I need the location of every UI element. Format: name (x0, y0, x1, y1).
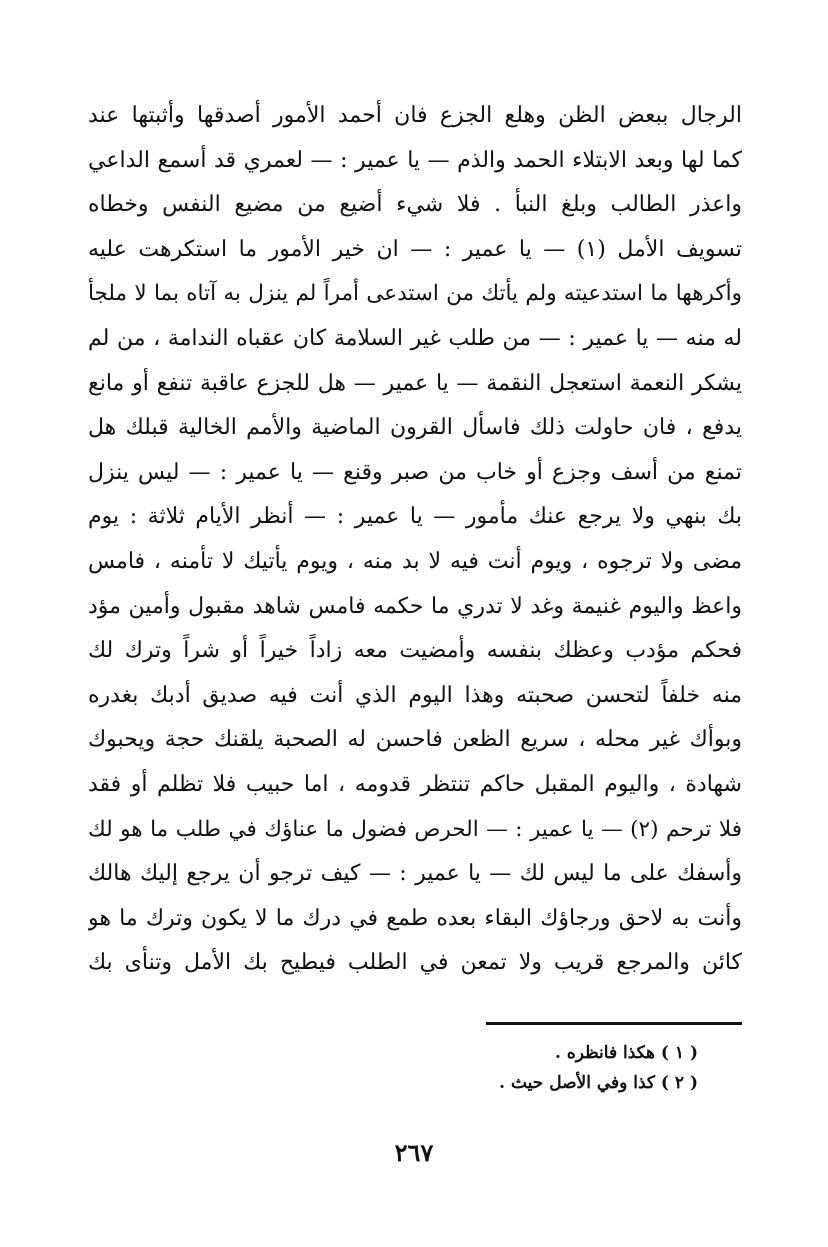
text-line: واعذر الطالب وبلغ النبأ . فلا شيء أضيع من مضيع النفس وخطاه (88, 192, 742, 218)
text-line: شهادة ، واليوم المقبل حاكم تنتظر قدومه ، اما حبيب فلا تظلم أو فقد (88, 771, 742, 797)
text-line: وبوأك غير محله ، سريع الظعن فاحسن له الصحبة يلقنك حجة ويحبوك (88, 727, 742, 753)
text-line: تمنع من أسف وجزع أو خاب من صبر وقنع — يا عمير : — ليس ينزل (88, 459, 742, 485)
text-line: فلا ترحم (٢) — يا عمير : — الحرص فضول ما عناؤك في طلب ما هو لك (88, 816, 742, 842)
text-line: يشكر النعمة استعجل النقمة — يا عمير — هل للجزع عاقبة تنفع أو مانع (88, 370, 742, 396)
text-line: تسويف الأمل (١) — يا عمير : — ان خير الأمور ما استكرهت عليه (88, 236, 742, 262)
footnote-1: ( ١ ) هكذا فانظره . (554, 1043, 698, 1063)
text-line: وأنت به لاحق ورجاؤك البقاء بعده طمع في درك ما لا يكون وترك ما هو (88, 905, 742, 931)
text-line: كما لها وبعد الابتلاء الحمد والذم — يا عمير : — لعمري قد أسمع الداعي (88, 147, 742, 173)
text-line: وأكرهها ما استدعيته ولم يأتك من استدعى أمراً لم ينزل به آتاه بما لا ملجأ (88, 281, 742, 307)
text-line: بك بنهي ولا يرجع عنك مأمور — يا عمير : — أنظر الأيام ثلاثة : يوم (88, 504, 742, 530)
text-line: الرجال ببعض الظن وهلع الجزع فان أحمد الأمور أصدقها وأثبتها عند (88, 103, 742, 128)
text-line: واعظ واليوم غنيمة وغد لا تدري ما حكمه فامس شاهد مقبول وأمين مؤد (88, 593, 742, 619)
text-line: له منه — يا عمير : — من طلب غير السلامة كان عقباه الندامة ، من لم (88, 325, 742, 351)
text-line: مضى ولا ترجوه ، ويوم أنت فيه لا بد منه ، ويوم يأتيك لا تأمنه ، فامس (88, 548, 742, 574)
main-text-block (88, 94, 742, 986)
text-line: يدفع ، فان حاولت ذلك فاسأل القرون الماضية والأمم الخالية قبلك هل (88, 415, 742, 441)
footnotes (300, 1038, 698, 1098)
text-line: منه خلفاً لتحسن صحبته وهذا اليوم الذي أنت فيه صديق أدبك بغدره (88, 682, 742, 708)
text-line: فحكم مؤدب وعظك بنفسه وأمضيت معه زاداً خيراً أو شراً وترك لك (88, 638, 742, 664)
text-line: وأسفك على ما ليس لك — يا عمير : — كيف ترجو أن يرجع إليك هالك (88, 861, 742, 887)
footnote-separator (486, 1022, 742, 1025)
footnote-2: ( ٢ ) كذا وفي الأصل حيث . (499, 1073, 698, 1093)
text-line: كائن والمرجع قريب ولا تمعن في الطلب فيطيح بك الأمل وتنأى بك (88, 950, 742, 976)
page-number: ٢٦٧ (394, 1138, 434, 1167)
